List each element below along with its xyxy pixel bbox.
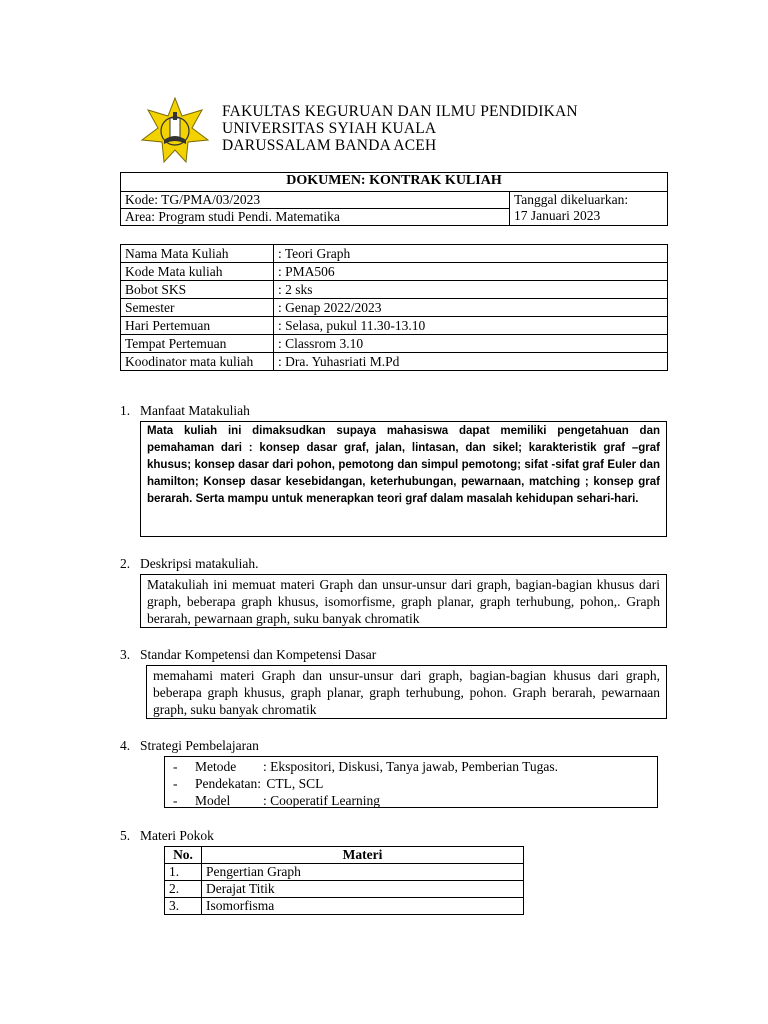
info-label: Bobot SKS [121,281,274,299]
issue-date-cell [510,192,668,226]
section-title: Deskripsi matakuliah. [140,556,259,571]
benefit-text-box: Mata kuliah ini dimaksudkan supaya mahasiswa dapat memiliki pengetahuan dan pemahaman dari : konsep dasar graf, jalan, lintasan, dan sikel; karakteristik graf –graf khusus; konsep dasar dari pohon, pemotong dan simpul pemotong; sifat -sifat graf Euler dan hamilton; Konsep dasar kesebidangan, keterhubungan, pewarnaan, matching ; konsep graf berarah. Serta mampu untuk menerapkan teori graf dalam masalah kehidupan sehari-hari. [140,421,667,537]
issue-date-value: 17 Januari 2023 [514,208,601,223]
strategy-key: Pendekatan: [195,776,261,791]
document-info-table [120,172,668,226]
info-value: : Teori Graph [274,245,668,263]
section-title: Standar Kompetensi dan Kompetensi Dasar [140,647,377,662]
table-row [121,317,668,335]
row-materi: Pengertian Graph [202,864,524,881]
strategy-value: : Ekspositori, Diskusi, Tanya jawab, Pemberian Tugas. [263,759,559,774]
list-dash: - [173,793,178,808]
row-materi: Isomorfisma [202,898,524,915]
info-label: Kode Mata kuliah [121,263,274,281]
column-header-no: No. [165,847,202,864]
section-heading-2 [120,556,258,572]
list-dash: - [173,759,178,774]
table-row [121,245,668,263]
list-item [173,792,649,809]
section-number: 5. [120,828,131,843]
info-value: : 2 sks [274,281,668,299]
section-heading-1 [120,403,250,419]
table-row [121,353,668,371]
university-logo [140,96,210,164]
strategy-value: CTL, SCL [263,776,324,791]
section-title: Materi Pokok [140,828,214,843]
university-location: DARUSSALAM BANDA ACEH [222,137,437,154]
course-info-table [120,244,668,371]
document-area: Area: Program studi Pendi. Matematika [121,209,510,226]
section-title: Manfaat Matakuliah [140,403,250,418]
table-row [165,864,524,881]
strategy-key: Model [195,793,231,808]
info-value: : PMA506 [274,263,668,281]
table-row [165,898,524,915]
row-number: 2. [165,881,202,898]
section-heading-3 [120,647,376,663]
strategy-key: Metode [195,759,237,774]
competency-text-box: memahami materi Graph dan unsur-unsur dari graph, bagian-bagian khusus dari graph, beberapa graph khusus, graph planar, graph terhubung, pohon. Graph berarah, pewarnaan graph, suku banyak chromatik [146,665,667,719]
list-item [173,775,649,792]
info-label: Nama Mata Kuliah [121,245,274,263]
info-label: Tempat Pertemuan [121,335,274,353]
document-code: Kode: TG/PMA/03/2023 [121,192,510,209]
table-header-row [165,847,524,864]
list-dash: - [173,776,178,791]
info-value: : Selasa, pukul 11.30-13.10 [274,317,668,335]
material-table [164,846,524,915]
info-value: : Classrom 3.10 [274,335,668,353]
description-text-box: Matakuliah ini memuat materi Graph dan unsur-unsur dari graph, bagian-bagian khusus dari graph, beberapa graph khusus, isomorfisme, graph planar, graph terhubung, pohon,. Graph berarah, pewarnaan graph, suku banyak chromatik [140,574,667,628]
row-number: 3. [165,898,202,915]
section-number: 2. [120,556,131,571]
column-header-materi: Materi [202,847,524,864]
info-value: : Dra. Yuhasriati M.Pd [274,353,668,371]
info-label: Koodinator mata kuliah [121,353,274,371]
row-number: 1. [165,864,202,881]
strategy-value: : Cooperatif Learning [263,793,380,808]
row-materi: Derajat Titik [202,881,524,898]
section-number: 4. [120,738,131,753]
table-row [121,281,668,299]
table-row [121,299,668,317]
faculty-name: FAKULTAS KEGURUAN DAN ILMU PENDIDIKAN [222,103,578,120]
institution-header [222,103,578,154]
section-number: 1. [120,403,131,418]
table-row [165,881,524,898]
section-heading-5 [120,828,214,844]
university-name: UNIVERSITAS SYIAH KUALA [222,120,437,137]
section-title: Strategi Pembelajaran [140,738,259,753]
list-item [173,758,649,775]
document-title: DOKUMEN: KONTRAK KULIAH [121,173,668,192]
info-label: Hari Pertemuan [121,317,274,335]
section-number: 3. [120,647,131,662]
section-heading-4 [120,738,259,754]
table-row [121,335,668,353]
strategy-box [164,756,658,808]
info-label: Semester [121,299,274,317]
table-row [121,263,668,281]
issue-date-label: Tanggal dikeluarkan: [514,192,629,207]
info-value: : Genap 2022/2023 [274,299,668,317]
